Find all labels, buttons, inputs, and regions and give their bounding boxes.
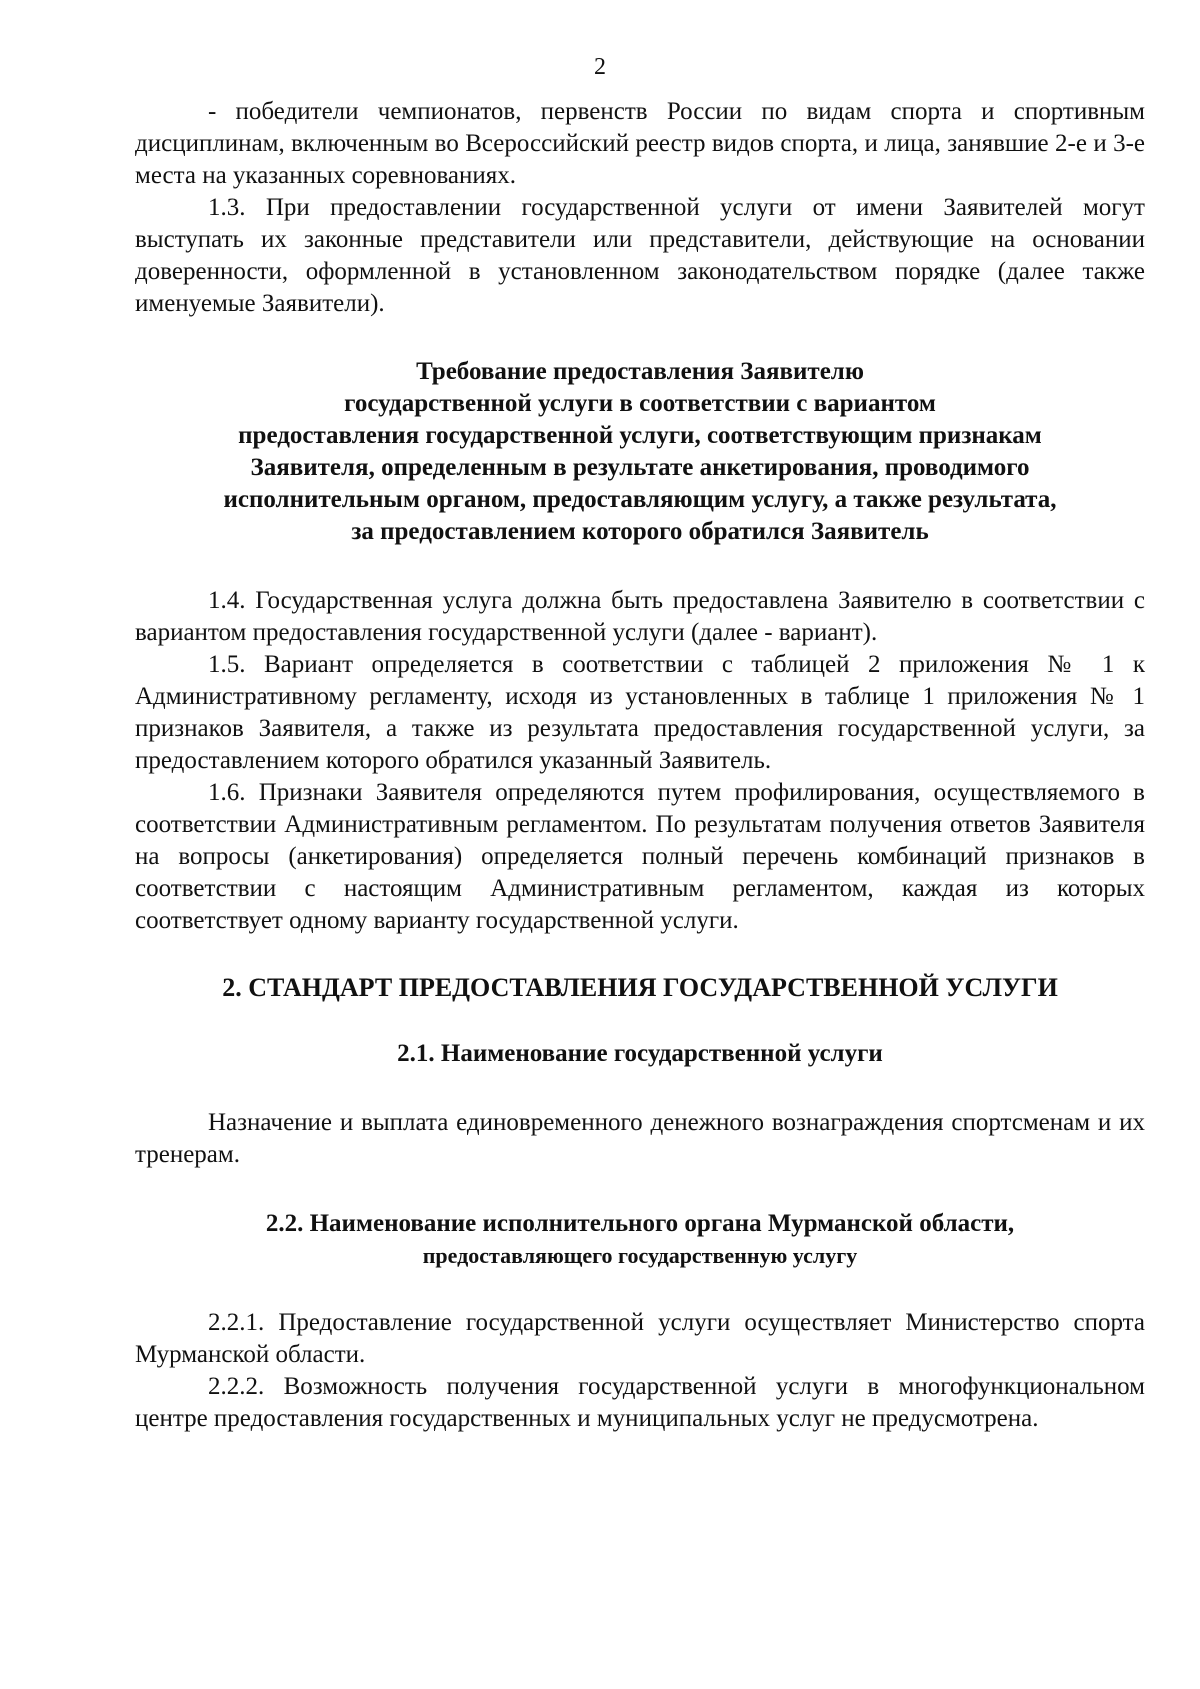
paragraph-winners: - победители чемпионатов, первенств России по видам спорта и спортивным дисциплинам, включенным во Всероссийский реестр видов спорта, и лица, занявшие 2-е и 3-е места на указанных соревнованиях.: [135, 98, 1145, 189]
paragraph-2-1-text: Назначение и выплата единовременного денежного вознаграждения спортсменам и их тренерам.: [135, 1109, 1145, 1168]
section-heading-2: 2. СТАНДАРТ ПРЕДОСТАВЛЕНИЯ ГОСУДАРСТВЕННОЙ УСЛУГИ: [222, 973, 1058, 1002]
document-body: [135, 96, 1145, 1435]
requirement-heading-line: государственной услуги в соответствии с вариантом: [344, 390, 936, 417]
subsection-heading-2-1: 2.1. Наименование государственной услуги: [397, 1040, 883, 1067]
requirement-heading: [135, 356, 1145, 548]
paragraph-1-3: 1.3. При предоставлении государственной услуги от имени Заявителей могут выступать их законные представители или представители, действующие на основании доверенности, оформленной в установленном законодательством порядке (далее также именуемые Заявители).: [135, 194, 1145, 317]
paragraph-2-2-2: 2.2.2. Возможность получения государственной услуги в многофункциональном центре предоставления государственных и муниципальных услуг не предусмотрена.: [135, 1373, 1145, 1432]
subsection-heading-2-2: [135, 1208, 1145, 1272]
requirement-heading-line: исполнительным органом, предоставляющим услугу, а также результата,: [223, 486, 1057, 513]
requirement-heading-line: Требование предоставления Заявителю: [416, 358, 864, 385]
page-number: 2: [594, 54, 606, 80]
paragraph-1-5: 1.5. Вариант определяется в соответствии с таблицей 2 приложения № 1 к Административному регламенту, исходя из установленных в таблице 1 приложения № 1 признаков Заявителя, а также из результата предоставления государственной услуги, за предоставлением которого обратился указанный Заявитель.: [135, 651, 1145, 774]
paragraph-1-6: 1.6. Признаки Заявителя определяются путем профилирования, осуществляемого в соответствии Административным регламентом. По результатам получения ответов Заявителя на вопросы (анкетирования) определяется полный перечень комбинаций признаков в соответствии с настоящим Административным регламентом, каждая из которых соответствует одному варианту государственной услуги.: [135, 779, 1145, 934]
requirement-heading-line: за предоставлением которого обратился Заявитель: [351, 518, 929, 545]
subsection-heading-2-2-line2: предоставляющего государственную услугу: [422, 1243, 858, 1268]
paragraph-1-4: 1.4. Государственная услуга должна быть предоставлена Заявителю в соответствии с вариантом предоставления государственной услуги (далее - вариант).: [135, 587, 1145, 646]
requirement-heading-line: Заявителя, определенным в результате анкетирования, проводимого: [250, 454, 1030, 481]
subsection-heading-2-2-line1: 2.2. Наименование исполнительного органа Мурманской области,: [265, 1210, 1015, 1237]
paragraph-2-2-1: 2.2.1. Предоставление государственной услуги осуществляет Министерство спорта Мурманской области.: [135, 1309, 1145, 1368]
requirement-heading-line: предоставления государственной услуги, соответствующим признакам: [238, 422, 1042, 449]
